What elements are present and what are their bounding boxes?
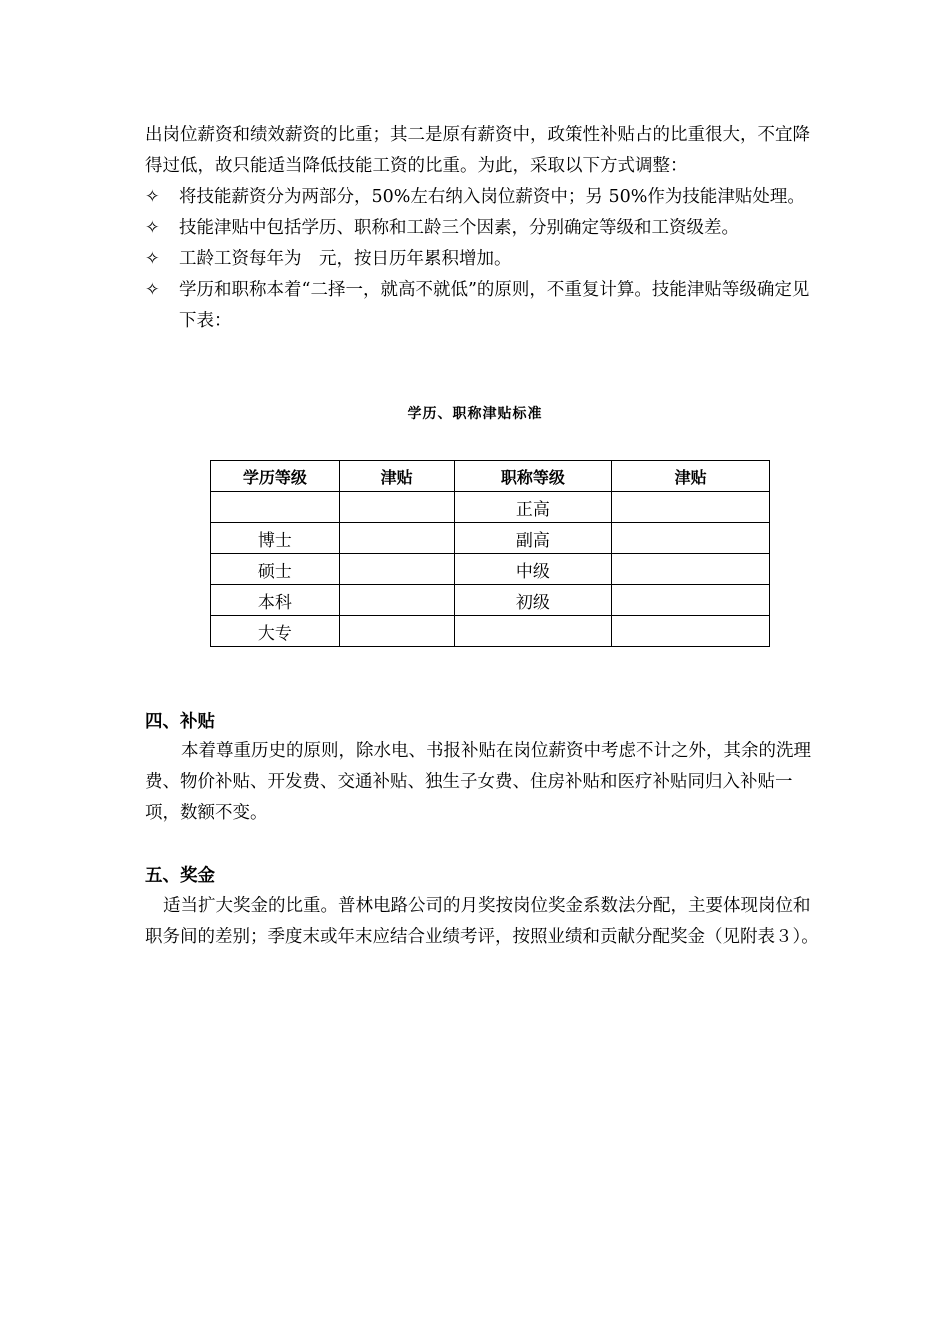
table-row	[211, 554, 770, 585]
table-cell	[612, 523, 770, 554]
sparkle-bullet-icon: ✧	[145, 280, 160, 300]
section-heading-subsidy: 四、补贴	[145, 712, 215, 732]
table-cell	[339, 554, 454, 585]
list-item	[145, 244, 825, 275]
allowance-table	[210, 460, 770, 647]
table-row	[211, 585, 770, 616]
table-row	[211, 616, 770, 647]
table-cell: 中级	[454, 554, 612, 585]
sparkle-bullet-icon: ✧	[145, 249, 160, 269]
table-row	[211, 492, 770, 523]
header-title-allowance: 津贴	[612, 461, 770, 492]
list-item	[145, 213, 825, 244]
sparkle-bullet-icon: ✧	[145, 218, 160, 238]
header-title-level: 职称等级	[454, 461, 612, 492]
table-cell: 硕士	[211, 554, 340, 585]
table-cell	[612, 585, 770, 616]
bonus-paragraph: 适当扩大奖金的比重。普林电路公司的月奖按岗位奖金系数法分配，主要体现岗位和职务间的差别；季度末或年末应结合业绩考评，按照业绩和贡献分配奖金（见附表３）。	[145, 896, 819, 947]
header-education-allowance: 津贴	[339, 461, 454, 492]
table-cell: 大专	[211, 616, 340, 647]
table-cell	[454, 616, 612, 647]
list-item-text: 工龄工资每年为 元，按日历年累积增加。	[179, 249, 512, 269]
table-cell: 本科	[211, 585, 340, 616]
table-cell	[612, 492, 770, 523]
intro-paragraph: 出岗位薪资和绩效薪资的比重；其二是原有薪资中，政策性补贴占的比重很大，不宜降得过低，故只能适当降低技能工资的比重。为此，采取以下方式调整：	[145, 125, 810, 176]
table-cell	[211, 492, 340, 523]
list-item-text: 将技能薪资分为两部分，50%左右纳入岗位薪资中；另 50%作为技能津贴处理。	[179, 187, 805, 207]
table-cell	[339, 492, 454, 523]
section-heading-bonus: 五、奖金	[145, 866, 215, 886]
table-caption: 学历、职称津贴标准	[407, 406, 543, 422]
table-cell: 博士	[211, 523, 340, 554]
table-cell	[339, 585, 454, 616]
table-cell	[612, 554, 770, 585]
table-cell	[612, 616, 770, 647]
sparkle-bullet-icon: ✧	[145, 187, 160, 207]
table-cell	[339, 616, 454, 647]
table-cell	[339, 523, 454, 554]
table-cell: 初级	[454, 585, 612, 616]
table-header-row	[211, 461, 770, 492]
table-cell: 副高	[454, 523, 612, 554]
table-cell: 正高	[454, 492, 612, 523]
adjustment-list	[145, 182, 825, 337]
list-item	[145, 275, 825, 337]
table-row	[211, 523, 770, 554]
header-education-level: 学历等级	[211, 461, 340, 492]
list-item-text: 技能津贴中包括学历、职称和工龄三个因素，分别确定等级和工资级差。	[179, 218, 739, 238]
list-item	[145, 182, 825, 213]
list-item-text: 学历和职称本着“二择一，就高不就低”的原则，不重复计算。技能津贴等级确定见下表：	[179, 280, 810, 331]
subsidy-paragraph: 本着尊重历史的原则，除水电、书报补贴在岗位薪资中考虑不计之外，其余的洗理费、物价补贴、开发费、交通补贴、独生子女费、住房补贴和医疗补贴同归入补贴一项，数额不变。	[145, 741, 811, 823]
